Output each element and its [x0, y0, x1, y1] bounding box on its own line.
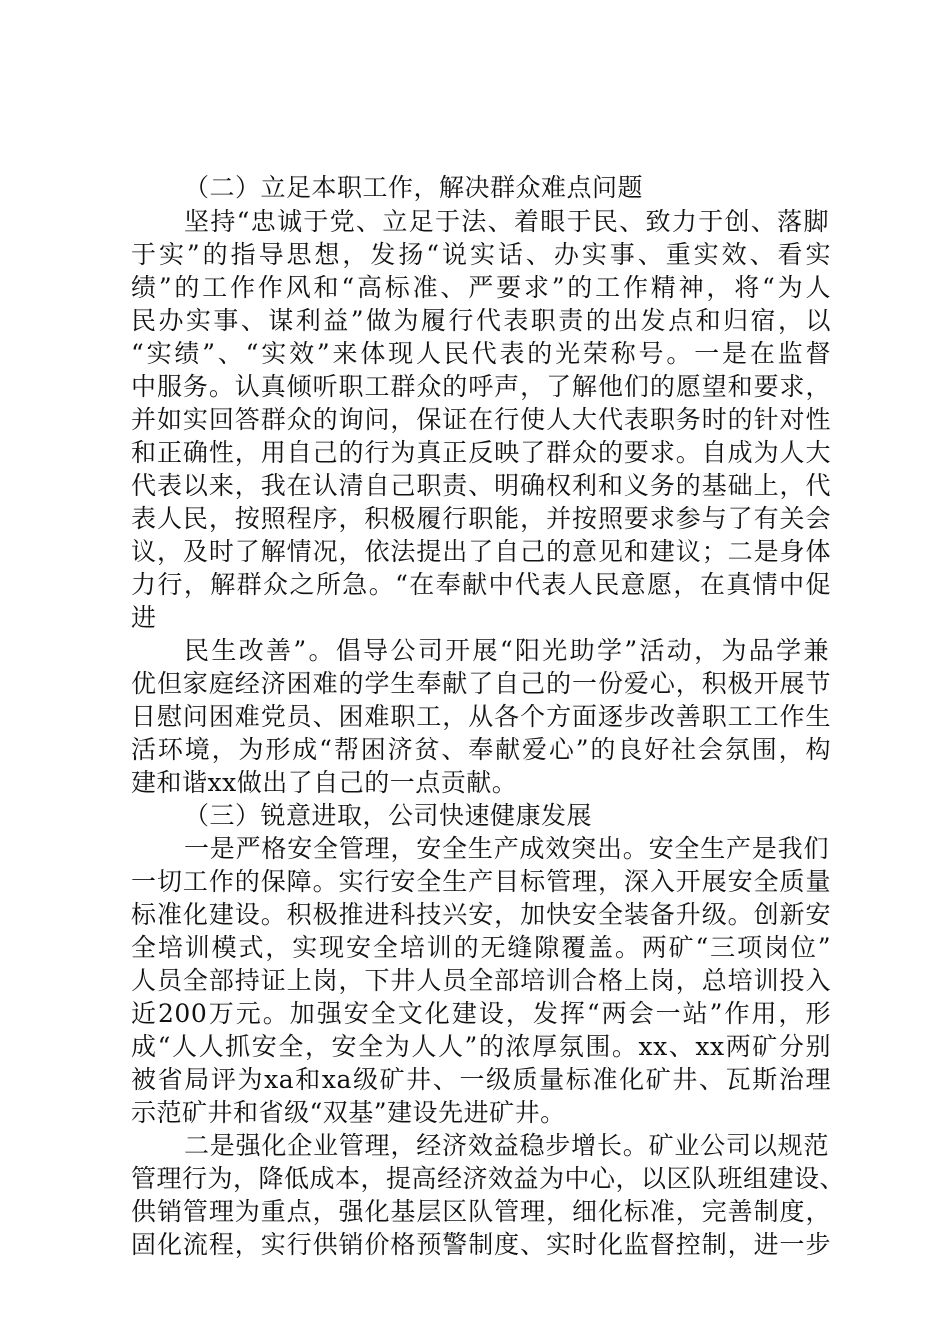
paragraph-line: 固化流程，实行供销价格预警制度、实时化监督控制，进一步: [131, 1230, 831, 1259]
paragraph-line: “实绩”、“实效”来体现人民代表的光荣称号。一是在监督: [131, 339, 831, 368]
paragraph-line: 被省局评为xa和xa级矿井、一级质量标准化矿井、瓦斯治理: [131, 1065, 831, 1094]
paragraph-line: 民生改善”。倡导公司开展“阳光助学”活动，为品学兼: [184, 636, 829, 665]
paragraph-line: 全培训模式，实现安全培训的无缝隙覆盖。两矿“三项岗位”: [131, 933, 831, 962]
paragraph-line: 示范矿井和省级“双基”建设先进矿井。: [131, 1098, 566, 1127]
paragraph-line: 管理行为，降低成本，提高经济效益为中心，以区队班组建设、: [131, 1164, 846, 1193]
paragraph-line: 坚持“忠诚于党、立足于法、着眼于民、致力于创、落脚: [184, 207, 829, 236]
paragraph-line: 绩”的工作作风和“高标准、严要求”的工作精神，将“为人: [131, 273, 831, 302]
paragraph-line: 活环境，为形成“帮困济贫、奉献爱心”的良好社会氛围，构: [131, 735, 831, 764]
paragraph-line: 标准化建设。积极推进科技兴安，加快安全装备升级。创新安: [131, 900, 831, 929]
paragraph-line: 和正确性，用自己的行为真正反映了群众的要求。自成为人大: [131, 438, 831, 467]
paragraph-line: 近200万元。加强安全文化建设，发挥“两会一站”作用，形: [131, 999, 831, 1028]
paragraph-line: 人员全部持证上岗，下井人员全部培训合格上岗，总培训投入: [131, 966, 831, 995]
paragraph-line: 力行，解群众之所急。“在奉献中代表人民意愿，在真情中促: [131, 570, 831, 599]
paragraph-line: 中服务。认真倾听职工群众的呼声，了解他们的愿望和要求，: [131, 372, 831, 401]
paragraph-line: 议，及时了解情况，依法提出了自己的意见和建议；二是身体: [131, 537, 831, 566]
section-heading-3: （三）锐意进取，公司快速健康发展: [184, 801, 593, 830]
paragraph-line: 代表以来，我在认清自己职责、明确权利和义务的基础上，代: [131, 471, 831, 500]
paragraph-line: 二是强化企业管理，经济效益稳步增长。矿业公司以规范: [184, 1131, 829, 1160]
paragraph-line: 表人民，按照程序，积极履行职能，并按照要求参与了有关会: [131, 504, 831, 533]
paragraph-line: 进: [131, 603, 157, 632]
paragraph-line: 供销管理为重点，强化基层区队管理，细化标准，完善制度，: [131, 1197, 831, 1226]
paragraph-line: 成“人人抓安全，安全为人人”的浓厚氛围。xx、xx两矿分别: [131, 1032, 831, 1061]
paragraph-line: 优但家庭经济困难的学生奉献了自己的一份爱心，积极开展节: [131, 669, 831, 698]
paragraph-line: 日慰问困难党员、困难职工，从各个方面逐步改善职工工作生: [131, 702, 831, 731]
section-heading-2: （二）立足本职工作，解决群众难点问题: [184, 173, 644, 202]
paragraph-line: 民办实事、谋利益”做为履行代表职责的出发点和归宿，以: [131, 306, 831, 335]
paragraph-line: 一切工作的保障。实行安全生产目标管理，深入开展安全质量: [131, 867, 831, 896]
paragraph-line: 于实”的指导思想，发扬“说实话、办实事、重实效、看实: [131, 240, 831, 269]
paragraph-line: 一是严格安全管理，安全生产成效突出。安全生产是我们: [184, 834, 829, 863]
paragraph-line: 并如实回答群众的询问，保证在行使人大代表职务时的针对性: [131, 405, 831, 434]
paragraph-line: 建和谐xx做出了自己的一点贡献。: [131, 768, 518, 797]
